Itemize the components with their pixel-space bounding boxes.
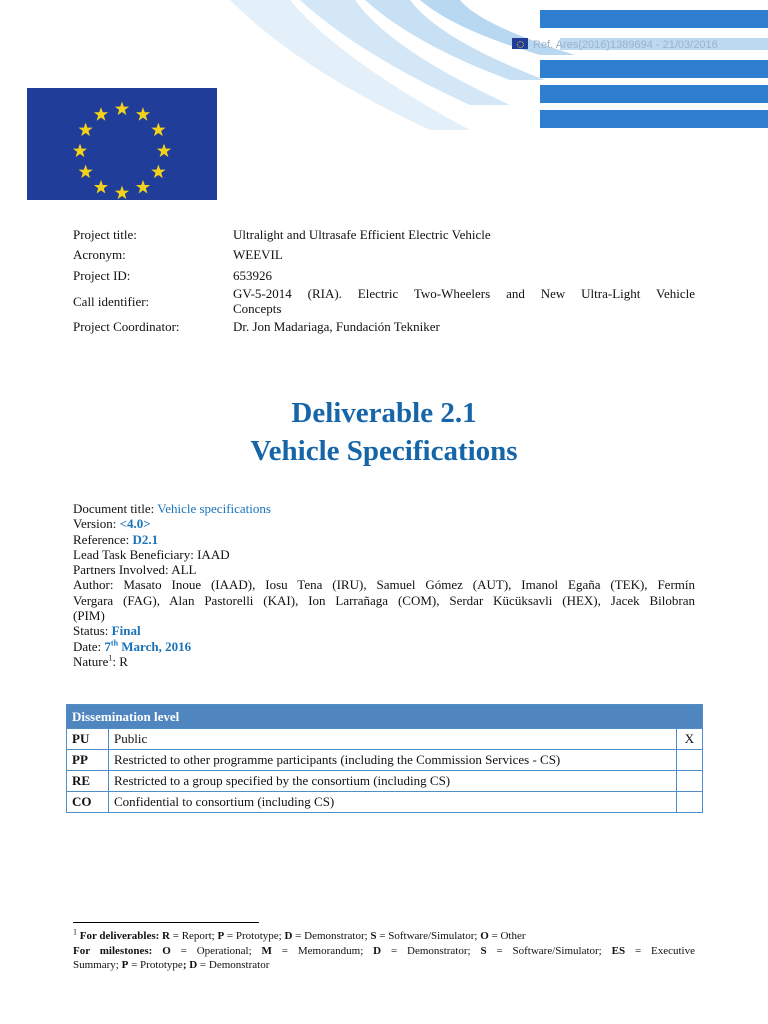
lead-task-line: Lead Task Beneficiary: IAAD	[73, 546, 230, 562]
footnote-code: P	[217, 930, 225, 942]
version-label: Version:	[73, 516, 120, 532]
footnote-code: ES	[611, 944, 626, 957]
date-rest: March, 2016	[118, 638, 192, 654]
footnote-text: = Prototype;	[224, 930, 285, 942]
footnote-text: = Demonstrator;	[292, 930, 371, 942]
coordinator-value: Dr. Jon Madariaga, Fundación Tekniker	[233, 319, 440, 334]
dissemination-header-row	[67, 705, 703, 729]
nature-line	[73, 654, 695, 669]
footnote-deliverables	[73, 929, 695, 944]
footnote-code: ; D	[182, 959, 198, 972]
footnote-code: S	[370, 930, 377, 942]
table-row	[67, 729, 703, 750]
level-mark: X	[677, 729, 703, 750]
deliverable-subtitle: Vehicle Specifications	[250, 435, 518, 467]
reference-label: Reference:	[73, 531, 133, 547]
call-identifier-label: Call identifier:	[73, 294, 150, 309]
footnote-text: = Memorandum;	[271, 944, 374, 957]
version-value: <4.0>	[119, 516, 151, 532]
footnote-code: D	[284, 930, 293, 942]
swoosh-graphic	[230, 0, 575, 130]
footnote-milestones-line1	[73, 944, 695, 959]
project-title-value: Ultralight and Ultrasafe Efficient Electric Vehicle	[233, 227, 491, 242]
footnote-text: = Executive	[625, 944, 695, 957]
author-line-2: Vergara (FAG), Alan Pastorelli (KAI), Ion Larrañaga (COM), Serdar Kücüksavli (HEX), Jacek Bilobran	[73, 592, 695, 608]
footnote-separator	[73, 922, 259, 923]
footnote	[73, 929, 695, 973]
footnote-milestones-label: For milestones:	[73, 944, 163, 957]
project-id-value: 653926	[233, 268, 272, 283]
footnote-code: D	[373, 944, 382, 957]
footnote-milestones-text	[162, 945, 695, 957]
acronym-value: WEEVIL	[233, 247, 283, 262]
footnote-deliverables-label: For deliverables:	[77, 930, 163, 942]
footnote-code: P	[121, 959, 129, 972]
footnote-text: = Other	[488, 930, 526, 942]
acronym-label: Acronym:	[73, 247, 126, 262]
reference-text: Ref. Ares(2016)1389694 - 21/03/2016	[533, 39, 718, 51]
author-line-3: (PIM)	[73, 608, 105, 624]
footnote-milestones-line2	[73, 958, 695, 973]
header-decoration	[0, 0, 768, 200]
date-day: 7	[104, 638, 111, 654]
footnote-text: Summary;	[73, 959, 122, 972]
level-mark	[677, 771, 703, 792]
level-code: PP	[67, 750, 109, 771]
footnote-deliverables-text	[162, 930, 526, 942]
footnote-text: = Prototype	[128, 959, 183, 972]
reference-value: D2.1	[132, 531, 159, 547]
level-description: Confidential to consortium (including CS)	[109, 792, 677, 813]
nature-footnote-marker: 1	[108, 653, 113, 663]
reference-stamp	[512, 38, 718, 51]
footnote-text: = Software/Simulator;	[486, 944, 612, 957]
footnote-text: = Demonstrator;	[381, 944, 481, 957]
reference-line	[73, 532, 695, 547]
level-code: PU	[67, 729, 109, 750]
footnote-text: = Demonstrator	[197, 959, 270, 972]
call-identifier-value-line1: GV-5-2014 (RIA). Electric Two-Wheelers and New Ultra-Light Vehicle	[233, 286, 695, 301]
dissemination-header: Dissemination level	[67, 705, 703, 729]
coordinator-label: Project Coordinator:	[73, 319, 180, 334]
eu-flag-icon	[27, 88, 217, 200]
table-row	[67, 750, 703, 771]
doc-title-value: Vehicle specifications	[157, 501, 271, 516]
doc-title-line	[73, 501, 695, 516]
footnote-code: R	[162, 930, 170, 942]
author-line-1: Author: Masato Inoue (IAAD), Iosu Tena (IRU), Samuel Gómez (AUT), Imanol Egaña (TEK), Fermín	[73, 577, 695, 593]
footnote-milestones-text-2	[73, 959, 269, 971]
eu-flag-small-icon	[512, 38, 528, 49]
level-code: RE	[67, 771, 109, 792]
version-line	[73, 516, 695, 531]
status-line	[73, 623, 695, 638]
footnote-code: O	[480, 930, 489, 942]
partners-line: Partners Involved: ALL	[73, 562, 197, 578]
dissemination-table	[66, 704, 703, 813]
level-description: Restricted to other programme participants (including the Commission Services - CS)	[109, 750, 677, 771]
project-title-label: Project title:	[73, 227, 137, 242]
level-description: Restricted to a group specified by the consortium (including CS)	[109, 771, 677, 792]
level-mark	[677, 792, 703, 813]
footnote-text: = Report;	[169, 930, 218, 942]
project-id-label: Project ID:	[73, 268, 131, 283]
date-line	[73, 639, 695, 654]
nature-label: Nature	[73, 653, 109, 669]
footnote-code: M	[261, 944, 272, 957]
stripe-graphic	[540, 10, 768, 128]
footnote-code: S	[480, 944, 487, 957]
deliverable-title: Deliverable 2.1	[291, 397, 477, 429]
status-value: Final	[111, 623, 141, 639]
status-label: Status:	[73, 623, 112, 639]
nature-value: : R	[112, 653, 128, 669]
level-description: Public	[109, 729, 677, 750]
table-row	[67, 771, 703, 792]
call-identifier-value-line2: Concepts	[233, 301, 282, 316]
level-mark	[677, 750, 703, 771]
date-label: Date:	[73, 638, 105, 654]
level-code: CO	[67, 792, 109, 813]
footnote-text: = Software/Simulator;	[376, 930, 481, 942]
footnote-text: = Operational;	[170, 944, 262, 957]
doc-title-label: Document title:	[73, 501, 158, 516]
date-suffix: th	[110, 638, 119, 648]
footnote-marker: 1	[73, 927, 77, 937]
document-info	[73, 501, 695, 669]
table-row	[67, 792, 703, 813]
footnote-code: O	[162, 944, 171, 957]
